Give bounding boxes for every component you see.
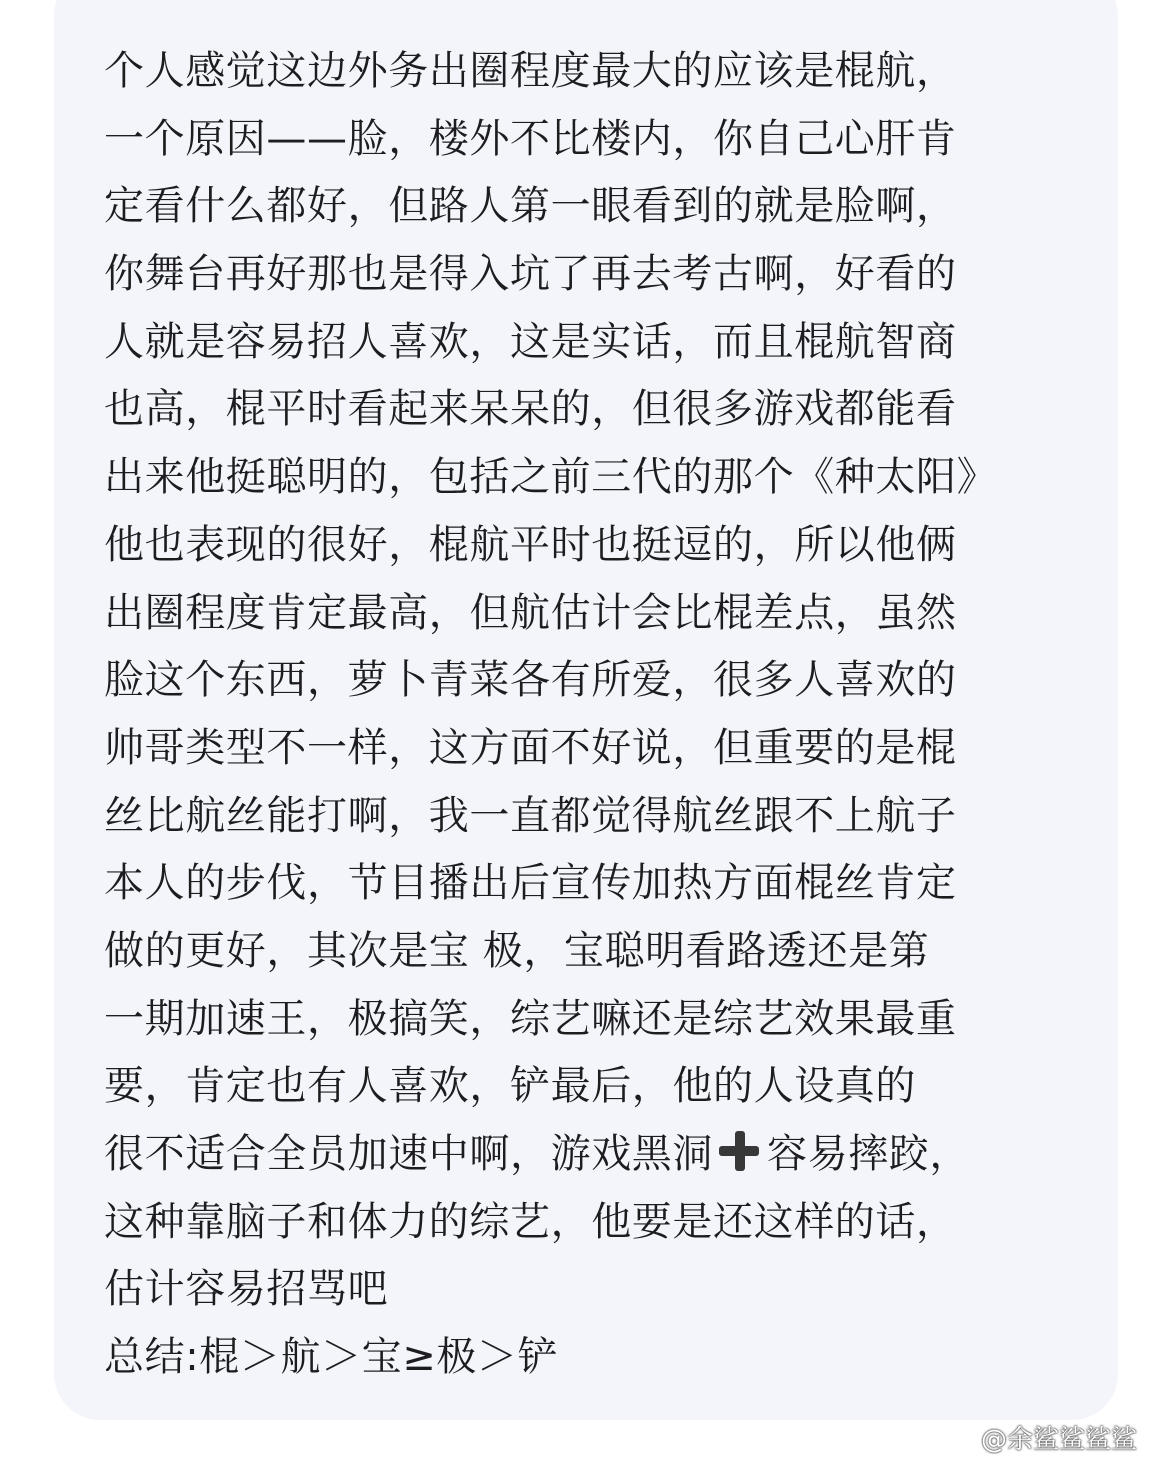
post-line: 本人的步伐，节目播出后宣传加热方面棍丝肯定 xyxy=(104,860,957,907)
watermark xyxy=(943,1419,1137,1456)
weibo-logo-icon xyxy=(943,1424,975,1452)
post-line-part: 容易摔跤， xyxy=(767,1131,970,1177)
post-line: 估计容易招骂吧 xyxy=(104,1266,389,1313)
post-line: 人就是容易招人喜欢，这是实话，而且棍航智商 xyxy=(104,318,957,365)
post-line: 做的更好，其次是宝 极，宝聪明看路透还是第 xyxy=(104,927,930,974)
post-line-with-emoji xyxy=(104,1121,1084,1189)
post-line: 一期加速王，极搞笑，综艺嘛还是综艺效果最重 xyxy=(104,995,957,1042)
watermark-text: @余鲨鲨鲨鲨 xyxy=(980,1425,1137,1455)
post-summary: 总结:棍＞航＞宝≥极＞铲 xyxy=(104,1334,559,1381)
post-line: 帅哥类型不一样，这方面不好说，但重要的是棍 xyxy=(104,724,957,771)
post-text xyxy=(104,38,1084,1392)
post-line: 脸这个东西，萝卜青菜各有所爱，很多人喜欢的 xyxy=(104,657,957,704)
post-line: 要，肯定也有人喜欢，铲最后，他的人设真的 xyxy=(104,1063,916,1110)
post-line: 你舞台再好那也是得入坑了再去考古啊，好看的 xyxy=(104,251,957,298)
post-line: 一个原因——脸，楼外不比楼内，你自己心肝肯 xyxy=(104,115,957,162)
post-line: 个人感觉这边外务出圈程度最大的应该是棍航， xyxy=(104,48,957,94)
post-line-part: 很不适合全员加速中啊，游戏黑洞 xyxy=(104,1131,713,1177)
post-line: 他也表现的很好，棍航平时也挺逗的，所以他俩 xyxy=(104,521,957,568)
post-line: 也高，棍平时看起来呆呆的，但很多游戏都能看 xyxy=(104,386,957,433)
post-line: 这种靠脑子和体力的综艺，他要是还这样的话， xyxy=(104,1198,957,1245)
post-line: 出圈程度肯定最高，但航估计会比棍差点，虽然 xyxy=(104,589,957,636)
post-line: 出来他挺聪明的，包括之前三代的那个《种太阳》 xyxy=(104,454,998,501)
post-line: 丝比航丝能打啊，我一直都觉得航丝跟不上航子 xyxy=(104,792,957,839)
heavy-plus-sign-icon xyxy=(717,1129,761,1173)
post-line: 定看什么都好，但路人第一眼看到的就是脸啊， xyxy=(104,183,957,230)
